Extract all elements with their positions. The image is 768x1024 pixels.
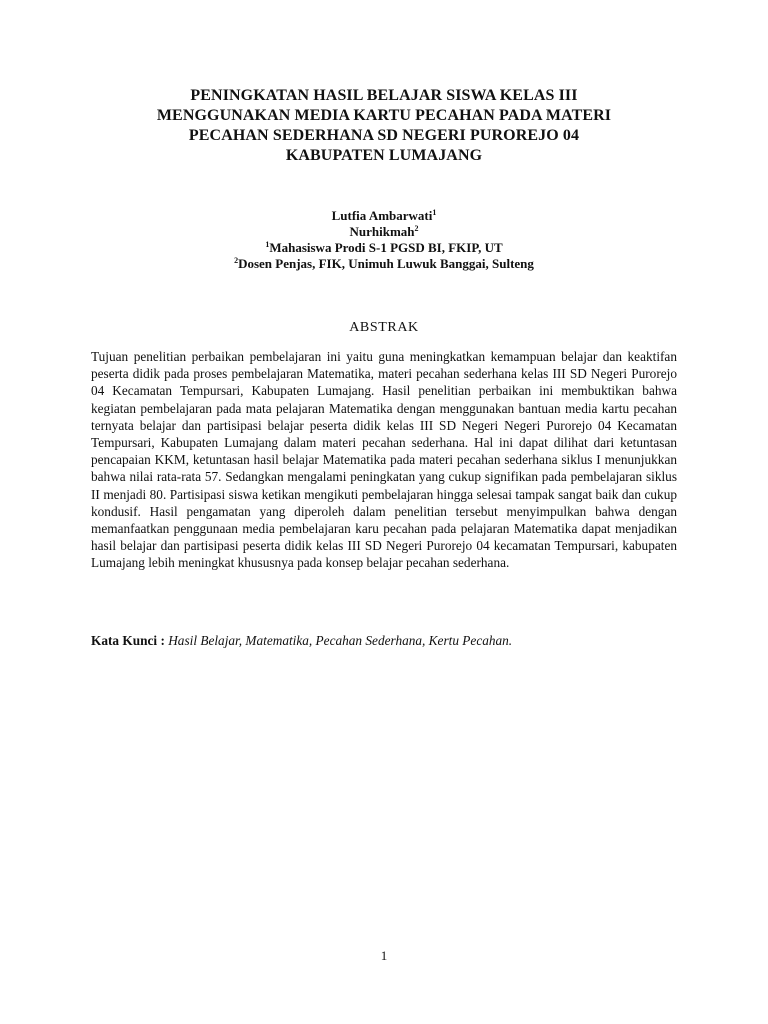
keywords-label: Kata Kunci : [91,633,165,648]
author-block [90,208,678,272]
page-number: 1 [380,948,388,963]
title-line: MENGGUNAKAN MEDIA KARTU PECAHAN PADA MATERI [156,107,612,124]
title-line: PECAHAN SEDERHANA SD NEGERI PUROREJO 04 [188,127,580,144]
author-2 [90,224,678,240]
author-2-name: Nurhikmah [349,224,415,239]
abstract-heading: ABSTRAK [349,320,419,335]
abstract-body: Tujuan penelitian perbaikan pembelajaran ini yaitu guna meningkatkan kemampuan belajar dan keaktifan peserta didik pada proses pembelajaran Matematika, materi pecahan sederhana kelas III SD Negeri Purorejo 04 Kecamatan Tempursari, Kabupaten Lumajang. Hasil penelitian perbaikan ini membuktikan bahwa kegiatan pembelajaran pada mata pelajaran Matematika dengan menggunakan bantuan media kartu pecahan ternyata belajar dan partisipasi belajar peserta didik kelas III SD Negeri Negeri Purorejo 04 Kecamatan Tempursari, Kabupaten Lumajang dalam materi pecahan sederhana. Hal ini dapat dilihat dari ketuntasan pencapaian KKM, ketuntasan hasil belajar Matematika pada materi pecahan sederhana siklus I menunjukkan bahwa nilai rata-rata 57. Sedangkan mengalami peningkatan yang cukup signifikan pada pembelajaran siklus II menjadi 80. Partisipasi siswa ketikan mengikuti pembelajaran hingga selesai tampak sangat baik dan cukup kondusif. Hasil pengamatan yang diperoleh dalam penelitian tersebut menyimpulkan bahwa dengan memanfaatkan penggunaan media pembelajaran karu pecahan pada pelajaran Matematika dapat menjadikan hasil belajar dan partisipasi peserta didik kelas III SD Negeri Purorejo 04 kecamatan Tempursari, kabupaten Lumajang lebih meningkat khususnya pada konsep belajar pecahan sederhana. [91,349,677,571]
author-1-sup: 1 [432,208,437,217]
affiliation-2-sup: 2 [234,256,239,265]
title-line: KABUPATEN LUMAJANG [285,147,483,164]
keywords [91,632,677,649]
author-1 [90,208,678,224]
paper-title [90,86,678,166]
author-2-sup: 2 [414,224,419,233]
affiliation-2 [90,256,678,272]
affiliation-1-sup: 1 [265,240,270,249]
title-line: PENINGKATAN HASIL BELAJAR SISWA KELAS III [190,87,578,104]
affiliation-2-text: Dosen Penjas, FIK, Unimuh Luwuk Banggai, Sulteng [238,256,534,271]
affiliation-1 [90,240,678,256]
author-1-name: Lutfia Ambarwati [331,208,433,223]
keywords-values: Hasil Belajar, Matematika, Pecahan Sederhana, Kertu Pecahan. [168,633,513,648]
affiliation-1-text: Mahasiswa Prodi S-1 PGSD BI, FKIP, UT [269,240,503,255]
